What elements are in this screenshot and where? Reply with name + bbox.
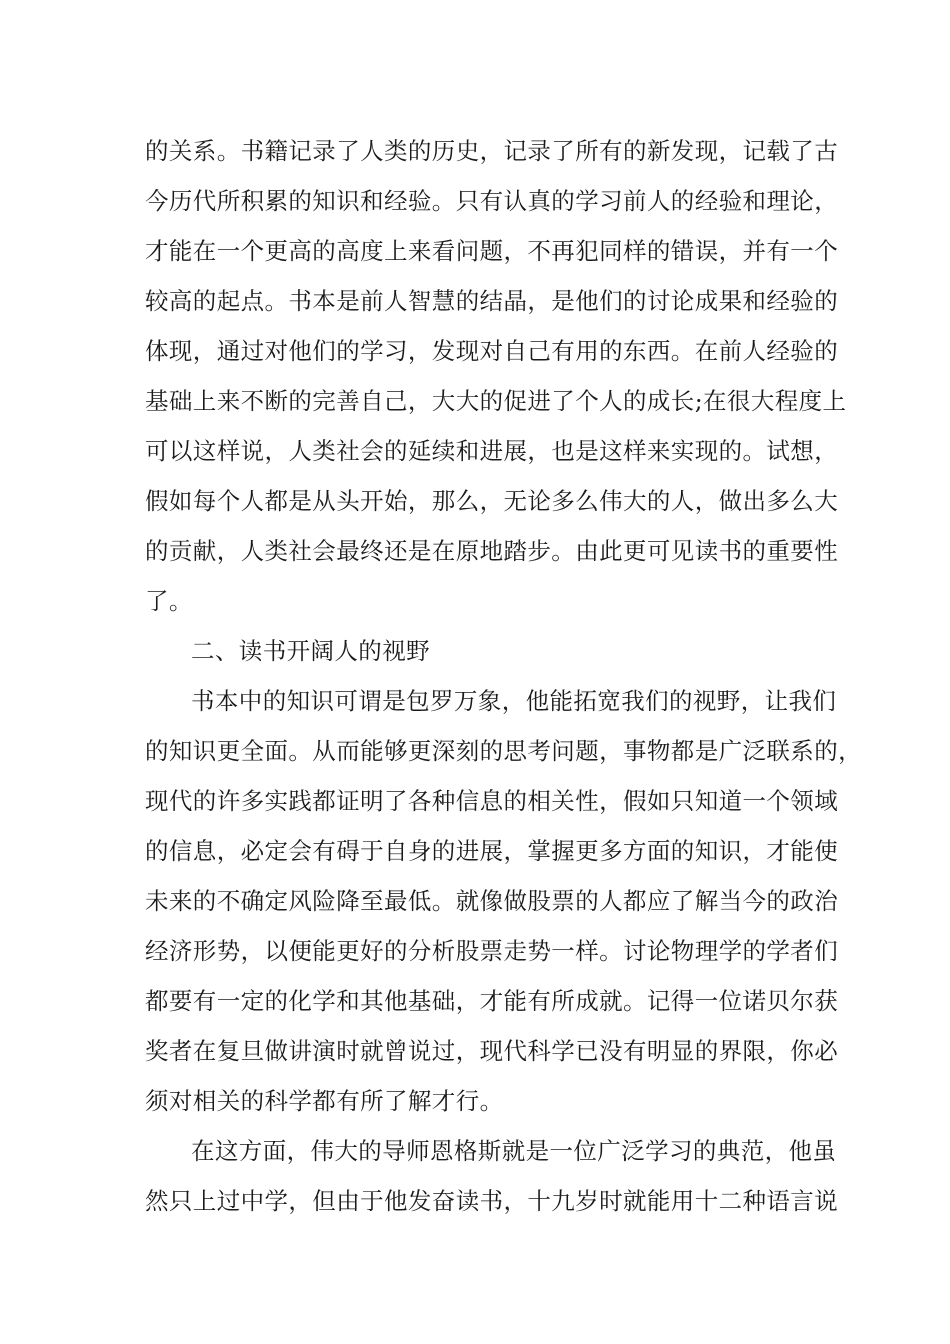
text-line: 书本中的知识可谓是包罗万象，他能拓宽我们的视野，让我们 — [191, 687, 837, 715]
text-line: 须对相关的科学都有所了解才行。 — [145, 1087, 504, 1115]
text-line: 基础上来不断的完善自己，大大的促进了个人的成长;在很大程度上 — [145, 387, 847, 415]
text-line: 了。 — [145, 587, 193, 615]
text-line: 可以这样说，人类社会的延续和进展，也是这样来实现的。试想， — [145, 437, 839, 465]
text-line: 的信息，必定会有碍于自身的进展，掌握更多方面的知识，才能使 — [145, 837, 839, 865]
text-line: 经济形势，以便能更好的分析股票走势一样。讨论物理学的学者们 — [145, 937, 839, 965]
text-line: 今历代所积累的知识和经验。只有认真的学习前人的经验和理论， — [145, 187, 839, 215]
text-line: 的关系。书籍记录了人类的历史，记录了所有的新发现，记载了古 — [145, 137, 839, 165]
text-line: 在这方面，伟大的导师恩格斯就是一位广泛学习的典范，他虽 — [191, 1137, 837, 1165]
text-line: 才能在一个更高的高度上来看问题，不再犯同样的错误，并有一个 — [145, 237, 839, 265]
text-line: 现代的许多实践都证明了各种信息的相关性，假如只知道一个领域 — [145, 787, 839, 815]
text-line: 假如每个人都是从头开始，那么，无论多么伟大的人，做出多么大 — [145, 487, 839, 515]
text-line: 的贡献，人类社会最终还是在原地踏步。由此更可见读书的重要性 — [145, 537, 839, 565]
text-line: 体现，通过对他们的学习，发现对自己有用的东西。在前人经验的 — [145, 337, 839, 365]
text-line: 奖者在复旦做讲演时就曾说过，现代科学已没有明显的界限，你必 — [145, 1037, 839, 1065]
section-heading: 二、读书开阔人的视野 — [191, 637, 430, 665]
text-line: 的知识更全面。从而能够更深刻的思考问题，事物都是广泛联系的， — [145, 737, 862, 765]
text-line: 都要有一定的化学和其他基础，才能有所成就。记得一位诺贝尔获 — [145, 987, 839, 1015]
text-line: 然只上过中学，但由于他发奋读书，十九岁时就能用十二种语言说 — [145, 1187, 839, 1215]
text-line: 较高的起点。书本是前人智慧的结晶，是他们的讨论成果和经验的 — [145, 287, 839, 315]
text-line: 未来的不确定风险降至最低。就像做股票的人都应了解当今的政治 — [145, 887, 839, 915]
